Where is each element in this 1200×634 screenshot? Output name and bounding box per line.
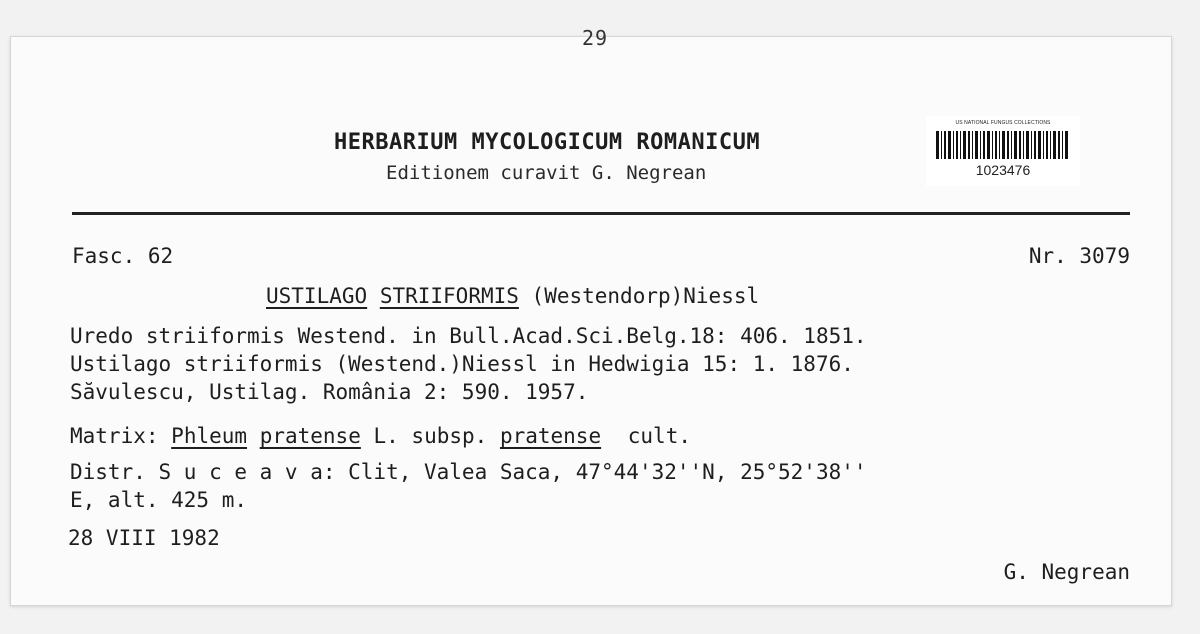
host-genus: Phleum [171, 424, 248, 448]
collection-date: 28 VIII 1982 [68, 526, 220, 550]
species-authority: (Westendorp)Niessl [531, 284, 760, 308]
collection-title: HERBARIUM MYCOLOGICUM ROMANICUM [334, 130, 761, 155]
barcode-icon [936, 131, 1070, 159]
species-name [266, 284, 759, 308]
distribution-line: E, alt. 425 m. [70, 488, 248, 512]
header-divider [72, 212, 1130, 215]
host-status: cult. [627, 424, 691, 448]
host-subspecies: pratense [499, 424, 602, 448]
barcode-number: 1023476 [975, 162, 1031, 178]
species-epithet: STRIIFORMIS [379, 284, 519, 308]
barcode-sticker [926, 116, 1080, 186]
specimen-number: Nr. 3079 [1028, 244, 1130, 268]
synonym-line: Uredo striiformis Westend. in Bull.Acad.Sci.Belg.18: 406. 1851. [70, 324, 867, 348]
page-number: 29 [582, 26, 609, 50]
host-species: pratense [259, 424, 361, 448]
collection-editor: Editionem curavit G. Negrean [386, 162, 707, 184]
host-rank: L. subsp. [373, 424, 488, 448]
distribution-line: Distr. S u c e a v a: Clit, Valea Saca, 47°44'32''N, 25°52'38'' [70, 460, 867, 484]
reference-line: Săvulescu, Ustilag. România 2: 590. 1957. [70, 380, 589, 404]
barcode-caption: US NATIONAL FUNGUS COLLECTIONS [955, 120, 1051, 126]
host-matrix [70, 424, 691, 448]
synonym-line: Ustilago striiformis (Westend.)Niessl in Hedwigia 15: 1. 1876. [70, 352, 854, 376]
collector-name: G. Negrean [1003, 560, 1130, 584]
fascicle-label: Fasc. 62 [72, 244, 174, 268]
matrix-prefix: Matrix: [70, 424, 159, 448]
species-genus: USTILAGO [266, 284, 368, 308]
